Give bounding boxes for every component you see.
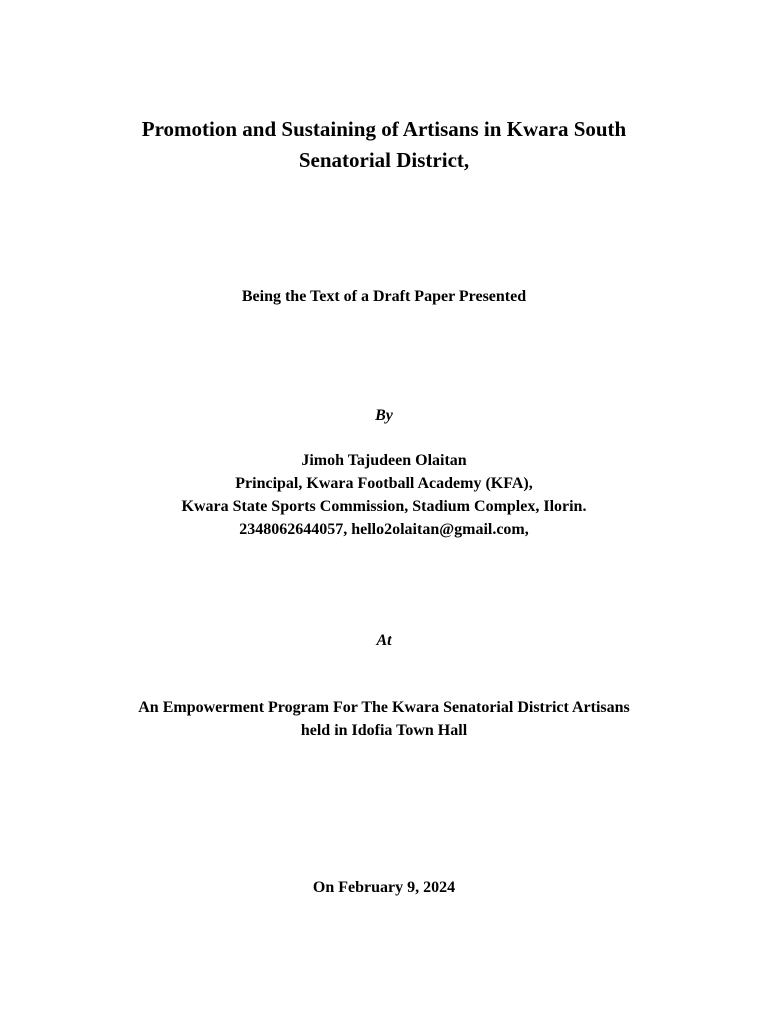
- author-name: Jimoh Tajudeen Olaitan: [301, 452, 467, 469]
- author-role: Principal, Kwara Football Academy (KFA),: [235, 475, 533, 492]
- event-description-line-2: held in Idofia Town Hall: [300, 722, 468, 739]
- presentation-date: On February 9, 2024: [312, 879, 456, 896]
- document-title-line-1: Promotion and Sustaining of Artisans in Kwara South: [141, 117, 627, 141]
- at-label: At: [376, 632, 392, 649]
- event-description-line-1: An Empowerment Program For The Kwara Senatorial District Artisans: [138, 699, 630, 716]
- author-organization: Kwara State Sports Commission, Stadium Complex, Ilorin.: [181, 498, 587, 515]
- document-subtitle: Being the Text of a Draft Paper Presented: [241, 288, 527, 305]
- document-title-line-2: Senatorial District,: [298, 148, 470, 172]
- by-label: By: [375, 407, 393, 424]
- author-contact: 2348062644057, hello2olaitan@gmail.com,: [239, 521, 529, 538]
